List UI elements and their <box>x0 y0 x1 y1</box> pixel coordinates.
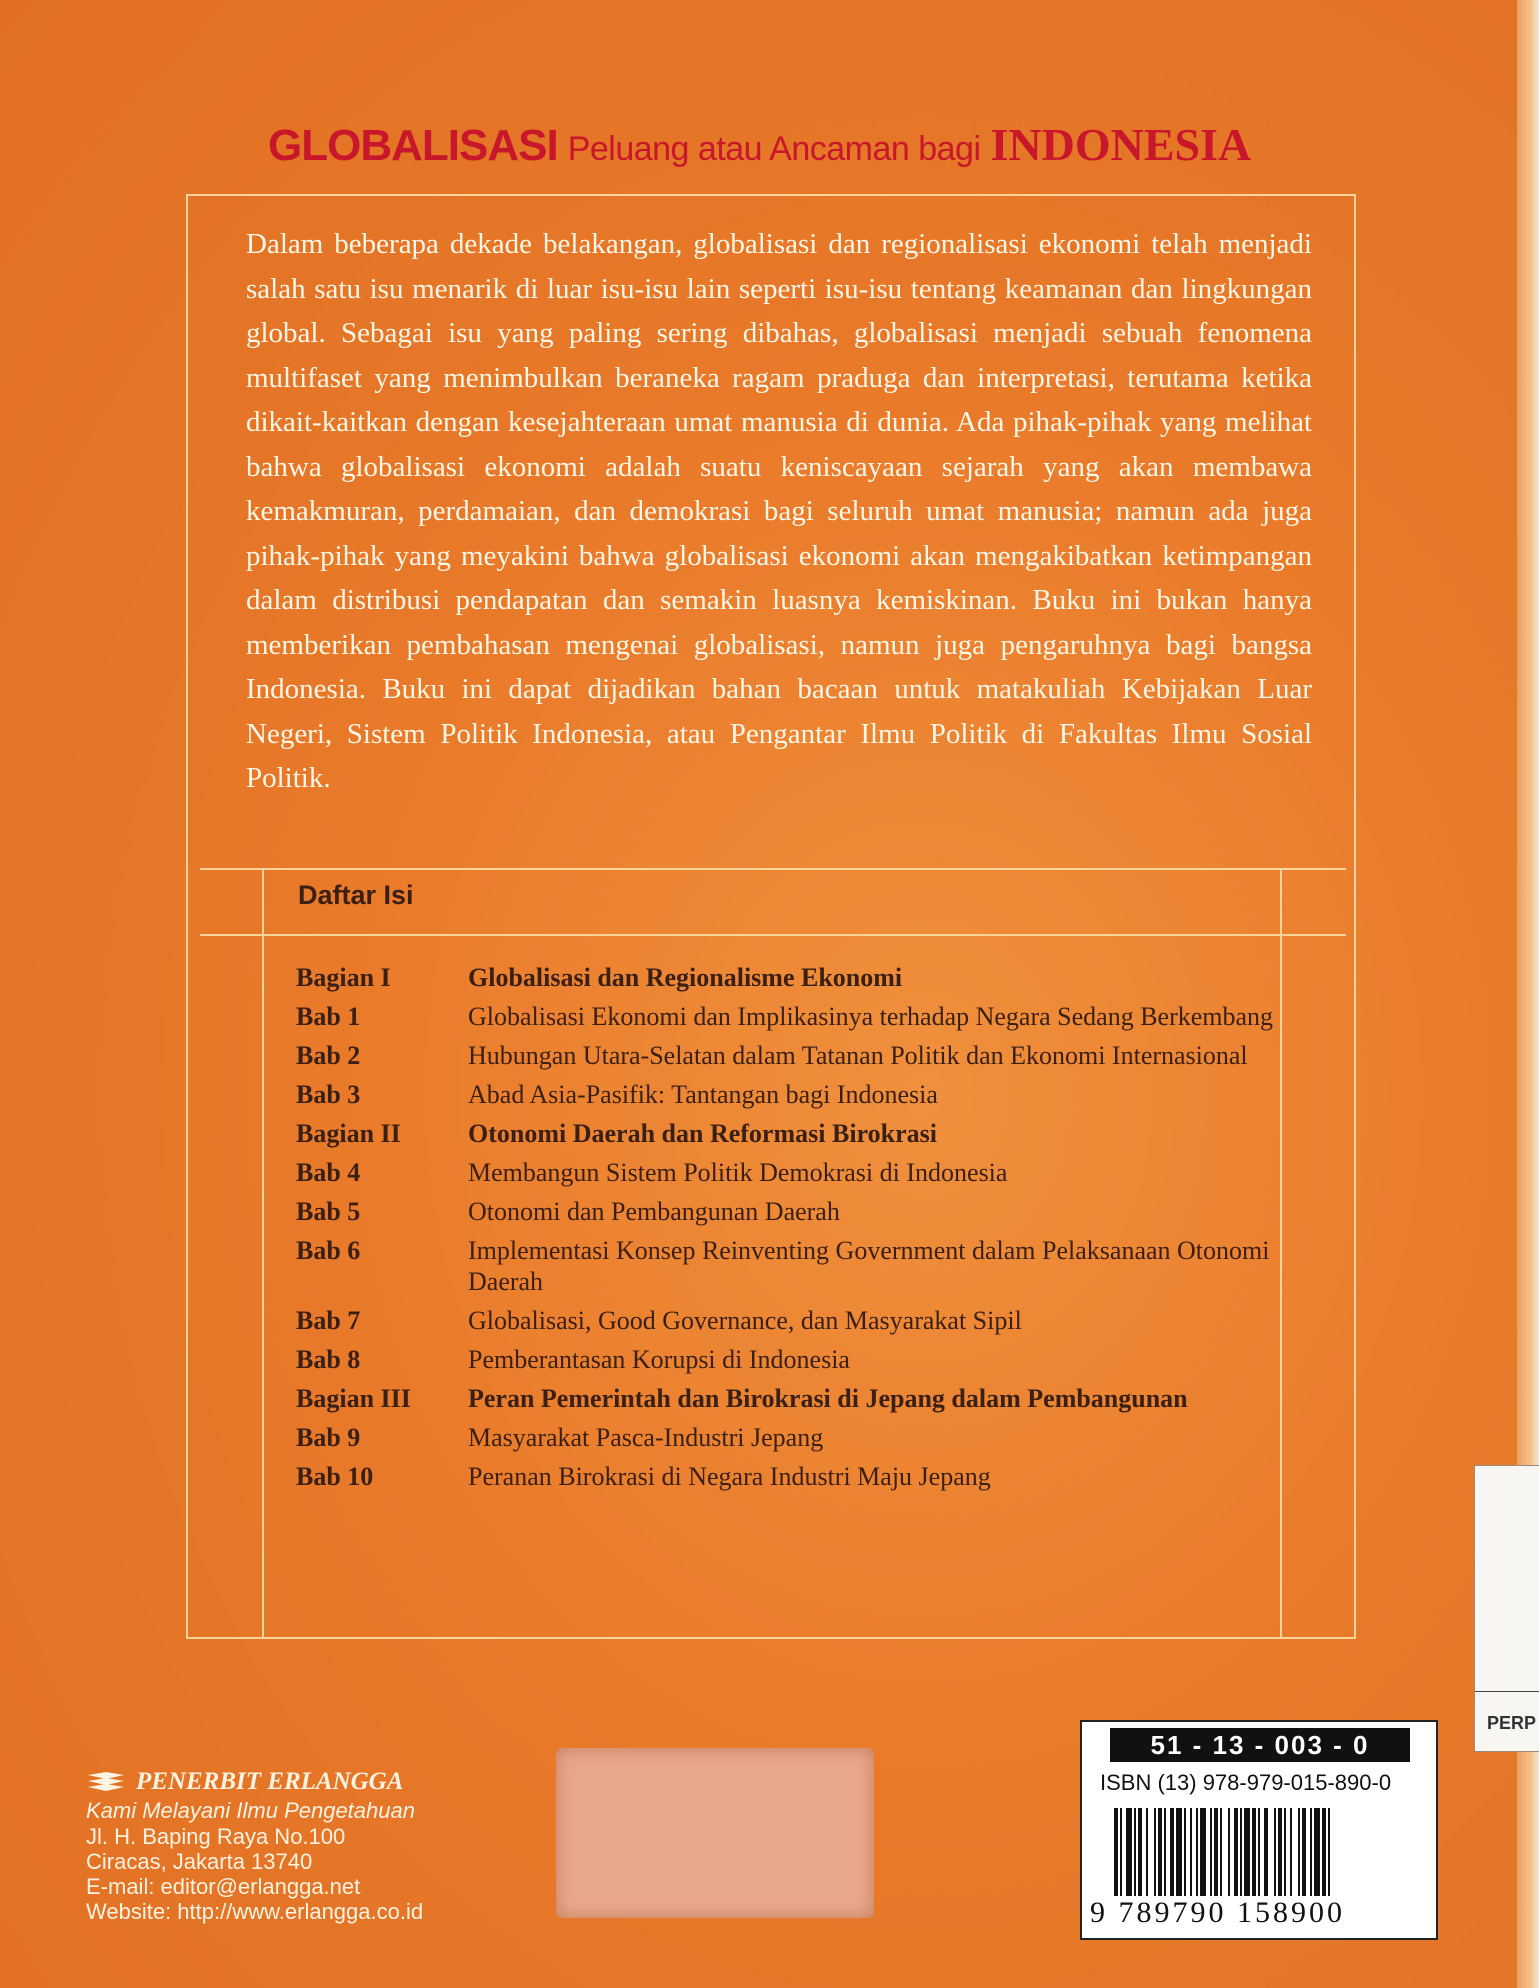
barcode-bar <box>1244 1808 1250 1896</box>
barcode-bars <box>1114 1808 1404 1896</box>
isbn-number: ISBN (13) 978-979-015-890-0 <box>1100 1770 1392 1795</box>
barcode-bar <box>1164 1808 1166 1896</box>
publisher-address-2: Ciracas, Jakarta 13740 <box>86 1849 313 1874</box>
barcode-bar <box>1258 1808 1260 1896</box>
barcode-bar <box>1240 1808 1242 1896</box>
toc-entry-label: Bab 2 <box>296 1041 361 1070</box>
barcode-bar <box>1234 1808 1238 1896</box>
toc-entry-label: Bab 1 <box>296 1002 361 1031</box>
toc-entry-label: Bab 3 <box>296 1080 361 1109</box>
toc-entry-title: Globalisasi dan Regionalisme Ekonomi <box>468 963 903 992</box>
barcode-bar <box>1278 1808 1282 1896</box>
toc-entry <box>296 1118 1296 1149</box>
barcode-bar <box>1328 1808 1330 1896</box>
toc-entry <box>296 1461 1296 1492</box>
publisher-email: E-mail: editor@erlangga.net <box>86 1874 361 1899</box>
barcode-bar <box>1170 1808 1174 1896</box>
toc-entry-label: Bab 7 <box>296 1306 361 1335</box>
toc-entry <box>296 1157 1296 1188</box>
toc-entry-title: Peran Pemerintah dan Birokrasi di Jepang dalam Pembangunan <box>468 1384 1188 1413</box>
barcode-bar <box>1146 1808 1148 1896</box>
toc-heading: Daftar Isi <box>298 880 414 910</box>
barcode-bar <box>1228 1808 1230 1896</box>
barcode-bar <box>1274 1808 1276 1896</box>
barcode-bar <box>1190 1808 1192 1896</box>
title-subtitle: Peluang atau Ancaman bagi <box>567 130 981 168</box>
barcode-bar <box>1264 1808 1268 1896</box>
barcode-bar <box>1120 1808 1122 1896</box>
book-blurb: Dalam beberapa dekade belakangan, globalisasi dan regionalisasi ekonomi telah menjadi salah satu isu menarik di luar isu-isu lain seperti isu-isu tentang keamanan dan lingkungan global. Sebagai isu yang paling sering dibahas, globalisasi menjadi sebuah fenomena multifaset yang menimbulkan beraneka ragam praduga dan interpretasi, terutama ketika dikait-kaitkan dengan kesejahteraan umat manusia di dunia. Ada pihak-pihak yang melihat bahwa globalisasi ekonomi adalah suatu keniscayaan sejarah yang akan membawa kemakmuran, perdamaian, dan demokrasi bagi seluruh umat manusia; namun ada juga pihak-pihak yang meyakini bahwa globalisasi ekonomi akan mengakibatkan ketimpangan dalam distribusi pendapatan dan semakin luasnya kemiskinan. Buku ini bukan hanya memberikan pembahasan mengenai globalisasi, namun juga pengaruhnya bagi bangsa Indonesia. Buku ini dapat dijadikan bahan bacaan untuk matakuliah Kebijakan Luar Negeri, Sistem Politik Indonesia, atau Pengantar Ilmu Politik di Fakultas Ilmu Sosial Politik. <box>246 228 1312 794</box>
price-sticker-residue <box>556 1748 874 1918</box>
barcode-bar <box>1176 1808 1182 1896</box>
barcode-bar <box>1290 1808 1292 1896</box>
toc-entry-title: Pemberantasan Korupsi di Indonesia <box>468 1345 850 1374</box>
toc-entry-label: Bab 9 <box>296 1423 361 1452</box>
toc-entry-label: Bagian III <box>296 1384 411 1413</box>
publisher-address-1: Jl. H. Baping Raya No.100 <box>86 1824 346 1849</box>
toc-entry <box>296 1305 1296 1336</box>
toc-entry <box>296 1196 1296 1227</box>
publisher-name-row <box>86 1768 423 1796</box>
publisher-logo-icon <box>86 1771 126 1793</box>
barcode-bar <box>1220 1808 1222 1896</box>
toc-entry <box>296 1422 1296 1453</box>
toc-entry-label: Bab 10 <box>296 1462 374 1491</box>
barcode-bar <box>1158 1808 1162 1896</box>
toc-entry <box>296 1001 1296 1032</box>
publisher-tagline: Kami Melayani Ilmu Pengetahuan <box>86 1798 415 1823</box>
toc-entry-label: Bab 6 <box>296 1236 361 1265</box>
toc-entry-title: Implementasi Konsep Reinventing Government dalam Pelaksanaan Otonomi Daerah <box>468 1236 1270 1296</box>
toc-entry <box>296 1079 1296 1110</box>
toc-entry-title: Masyarakat Pasca-Industri Jepang <box>468 1423 824 1452</box>
toc-heading-rule <box>200 934 1346 936</box>
publisher-block <box>86 1768 423 1924</box>
barcode-digits: 9 789790 158900 <box>1090 1896 1345 1929</box>
toc-left-rule <box>262 868 264 1638</box>
barcode-bar <box>1196 1808 1198 1896</box>
toc-entry-title: Otonomi Daerah dan Reformasi Birokrasi <box>468 1119 937 1148</box>
toc-entry-title: Peranan Birokrasi di Negara Industri Maju Jepang <box>468 1462 991 1491</box>
toc-top-rule <box>200 868 1346 870</box>
toc-entry-label: Bagian II <box>296 1119 401 1148</box>
toc-entry <box>296 1040 1296 1071</box>
toc-entry-label: Bab 8 <box>296 1345 361 1374</box>
barcode-bar <box>1126 1808 1132 1896</box>
barcode-bar <box>1310 1808 1312 1896</box>
title-main: GLOBALISASI <box>268 121 558 170</box>
toc-entry-title: Globalisasi, Good Governance, dan Masyarakat Sipil <box>468 1306 1022 1335</box>
barcode-bar <box>1314 1808 1320 1896</box>
table-of-contents <box>296 962 1296 1500</box>
sticker-divider <box>1475 1691 1539 1692</box>
barcode-bar <box>1134 1808 1136 1896</box>
barcode-bar <box>1322 1808 1326 1896</box>
book-title <box>268 118 1288 171</box>
sticker-label: PERP <box>1487 1713 1537 1733</box>
toc-entry-title: Membangun Sistem Politik Demokrasi di Indonesia <box>468 1158 1008 1187</box>
toc-entry-title: Abad Asia-Pasifik: Tantangan bagi Indonesia <box>468 1080 938 1109</box>
barcode-bar <box>1154 1808 1156 1896</box>
barcode-bar <box>1298 1808 1300 1896</box>
toc-entry-label: Bab 5 <box>296 1197 361 1226</box>
library-sticker <box>1474 1465 1539 1752</box>
barcode-bar <box>1138 1808 1142 1896</box>
barcode-bar <box>1284 1808 1286 1896</box>
publisher-name: PENERBIT ERLANGGA <box>136 1768 404 1795</box>
toc-entry-title: Globalisasi Ekonomi dan Implikasinya terhadap Negara Sedang Berkembang <box>468 1002 1274 1031</box>
publisher-website: Website: http://www.erlangga.co.id <box>86 1899 424 1924</box>
barcode-bar <box>1200 1808 1206 1896</box>
toc-entry <box>296 1235 1296 1297</box>
barcode-bar <box>1214 1808 1218 1896</box>
barcode-bar <box>1252 1808 1256 1896</box>
barcode-bar <box>1210 1808 1212 1896</box>
barcode-code: 51 - 13 - 003 - 0 <box>1110 1728 1410 1762</box>
toc-entry <box>296 1383 1296 1414</box>
barcode-bar <box>1184 1808 1186 1896</box>
barcode-bar <box>1114 1808 1118 1896</box>
toc-entry <box>296 962 1296 993</box>
toc-entry-label: Bab 4 <box>296 1158 361 1187</box>
toc-entry-label: Bagian I <box>296 963 391 992</box>
toc-entry-title: Otonomi dan Pembangunan Daerah <box>468 1197 840 1226</box>
title-country: INDONESIA <box>990 119 1252 170</box>
barcode-bar <box>1302 1808 1306 1896</box>
isbn-barcode <box>1080 1720 1438 1940</box>
toc-entry-title: Hubungan Utara-Selatan dalam Tatanan Politik dan Ekonomi Internasional <box>468 1041 1248 1070</box>
toc-entry <box>296 1344 1296 1375</box>
